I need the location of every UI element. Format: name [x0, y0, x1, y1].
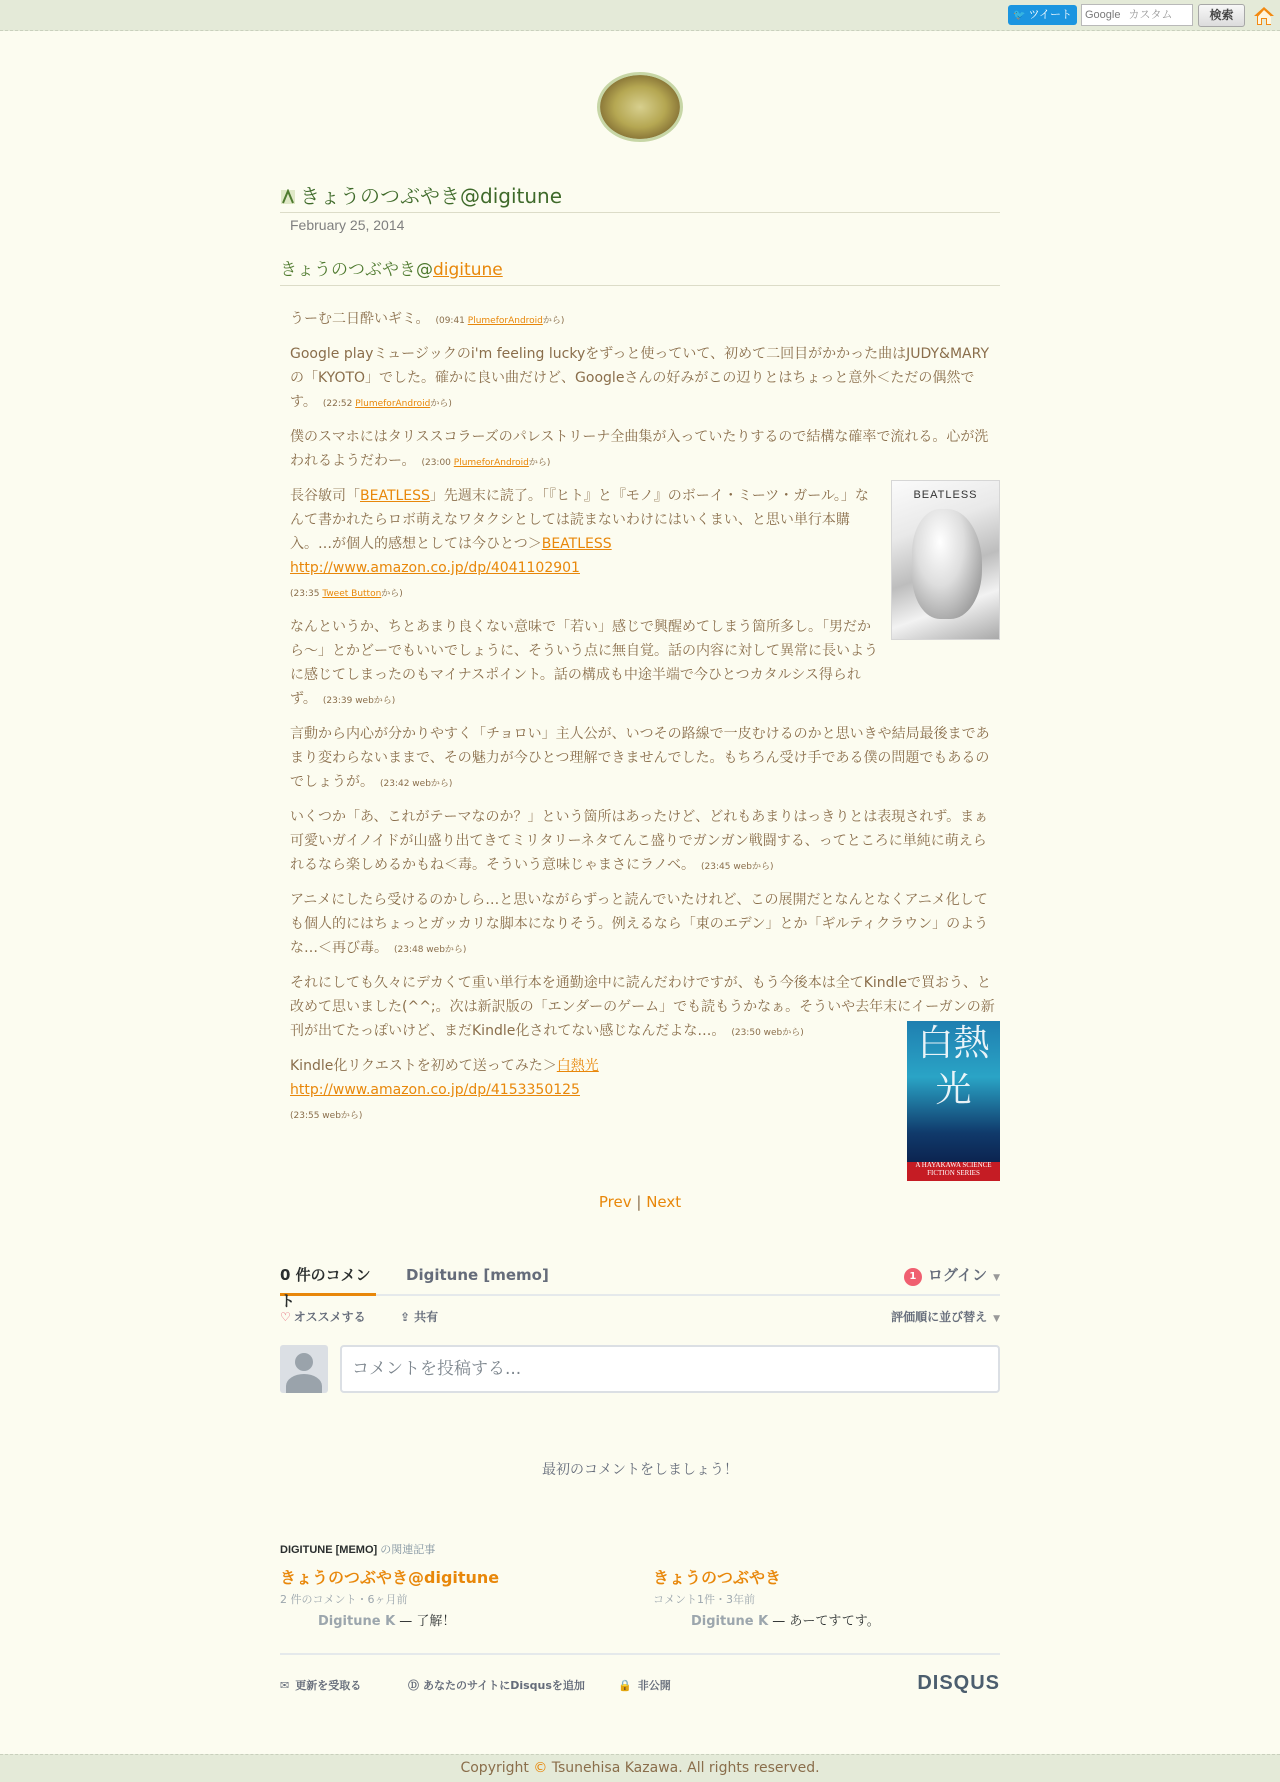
related-item[interactable]: きょうのつぶやき@digitune 2 件のコメント・6ヶ月前 Digitune K — 了解！	[280, 1568, 500, 1629]
pager: Prev | Next	[598, 1193, 682, 1211]
post-date: February 25, 2014	[290, 217, 405, 233]
related-item[interactable]: きょうのつぶやき コメント1件・3年前 Digitune K — あーてすてす。	[653, 1568, 880, 1629]
disqus-logo[interactable]: DISQUS	[917, 1672, 1000, 1694]
tweet-list	[290, 307, 1000, 1177]
hakunetsukou-book-cover[interactable]	[907, 1021, 1000, 1181]
tweet-item: Kindle化リクエストを初めて送ってみた＞白熱光 http://www.amazon.co.jp/dp/4153350125 (23:55 webから)	[290, 1058, 599, 1121]
related-heading: DIGITUNE [MEMO] の関連記事	[280, 1544, 436, 1556]
amazon-link[interactable]: http://www.amazon.co.jp/dp/4041102901	[290, 560, 580, 576]
beatless-link[interactable]: BEATLESS	[541, 536, 612, 552]
lock-icon: 🔒	[618, 1679, 632, 1692]
tab-comments[interactable]: 0 件のコメント	[280, 1262, 376, 1296]
sort-dropdown[interactable]: 評価順に並び替え ▼	[891, 1310, 1000, 1324]
disqus-footer	[280, 1653, 1000, 1701]
twitter-bird-icon: 🐦	[1013, 10, 1026, 21]
tab-site[interactable]: Digitune [memo]	[406, 1266, 549, 1284]
book-cover-title: 白熱光	[917, 1023, 990, 1110]
disqus-d-icon: Ⓓ	[408, 1679, 419, 1692]
tweet-button[interactable]: 🐦 ツイート	[1008, 5, 1077, 25]
beatless-link[interactable]: BEATLESS	[360, 488, 430, 504]
search-input[interactable]	[1081, 4, 1193, 26]
tweet-item: 僕のスマホにはタリススコラーズのパレストリーナ全曲集が入っていたりするので結構な確率で流れる。心が洗われるようだわー。 (23:00 PlumeforAndroidから)	[290, 429, 989, 469]
login-menu[interactable]: 1 ログイン ▼	[904, 1262, 1000, 1291]
digitune-link[interactable]: digitune	[433, 260, 503, 280]
disqus-actions	[280, 1308, 1000, 1328]
google-logo: Google	[1085, 9, 1121, 21]
beatless-book-cover[interactable]	[891, 480, 1000, 640]
home-icon[interactable]	[1253, 6, 1275, 26]
add-disqus-link[interactable]: Ⓓ あなたのサイトにDisqusを追加	[408, 1679, 585, 1692]
via-link[interactable]: Tweet Button	[322, 589, 382, 599]
subscribe-link[interactable]: ✉ 更新を受取る	[280, 1679, 362, 1692]
recommend-button[interactable]: ♡ オススメする	[280, 1310, 366, 1324]
hakunetsukou-link[interactable]: 白熱光	[556, 1058, 599, 1074]
first-comment-message: 最初のコメントをしましょう！	[542, 1462, 738, 1478]
post-subtitle: きょうのつぶやき@digitune	[280, 257, 1000, 286]
disqus-tabs	[280, 1262, 1000, 1310]
share-icon: ⇪	[400, 1310, 411, 1324]
tweet-item: アニメにしたら受けるのかしら…と思いながらずっと読んでいたけれど、この展開だとなんとなくアニメ化しても個人的にはちょっとガッカリな脚本になりそう。例えるなら「東のエデン」とか「ギルティクラウン」のような…＜再び毒。 (23:48 webから)	[290, 892, 989, 956]
copyright-footer: Copyright © Tsunehisa Kazawa. All rights reserved.	[0, 1754, 1280, 1782]
book-cover-art	[912, 509, 982, 619]
via-link[interactable]: PlumeforAndroid	[467, 316, 543, 326]
via-link[interactable]: PlumeforAndroid	[453, 458, 529, 468]
heart-icon: ♡	[280, 1310, 291, 1324]
tweet-item: なんというか、ちとあまり良くない意味で「若い」感じで興醒めてしまう箇所多し。「男だから〜」とかどーでもいいでしょうに、そういう点に無自覚。話の内容に対して異常に長いように感じてしまったのもマイナスポイント。話の構成も中途半端で今ひとつカタルシス得られず。 (23:39 webから)	[290, 619, 878, 707]
tweet-item: Google playミュージックのi'm feeling luckyをずっと使っていて、初めて二回目がかかった曲はJUDY&MARYの「KYOTO」でした。確かに良い曲だけど、Googleさんの好みがこの辺りとはちょっと意外＜ただの偶然です。 (22:52 PlumeforAndroidから)	[290, 346, 990, 410]
share-button[interactable]: ⇪ 共有	[400, 1310, 439, 1324]
via-link[interactable]: PlumeforAndroid	[355, 399, 431, 409]
chevron-down-icon: ▼	[993, 1273, 1000, 1283]
search-placeholder: カスタム	[1128, 8, 1173, 21]
notification-badge: 1	[904, 1268, 922, 1286]
site-logo[interactable]	[597, 72, 683, 142]
book-cover-publisher: A HAYAKAWA SCIENCE FICTION SERIES	[915, 1161, 992, 1177]
prev-link[interactable]: Prev	[598, 1193, 632, 1211]
search-button[interactable]: 検索	[1198, 4, 1245, 27]
post-title[interactable]: きょうのつぶやき@digitune	[280, 181, 1000, 213]
comment-input[interactable]: コメントを投稿する...	[340, 1345, 1000, 1393]
chevron-down-icon: ▼	[993, 1314, 1000, 1324]
tweet-item: それにしても久々にデカくて重い単行本を通勤途中に読んだわけですが、もう今後本は全てKindleで買おう、と改めて思いました(^^;。次は新訳版の「エンダーのゲーム」でも読もうかなぁ。そういや去年末にイーガンの新刊が出てたっぽいけど、まだKindle化されてない感じなんだよな…。 (23:50 webから)	[290, 975, 995, 1039]
privacy-link[interactable]: 🔒 非公開	[618, 1679, 671, 1692]
tweet-item: いくつか「あ、これがテーマなのか？」という箇所はあったけど、どれもあまりはっきりとは表現されず。まぁ可愛いガイノイドが山盛り出てきてミリタリーネタてんこ盛りでガンガン戦闘する、ってところに単純に萌えられるなら楽しめるかもね＜毒。そういう意味じゃまさにラノベ。 (23:45 webから)	[290, 809, 989, 873]
book-cover-title: BEATLESS	[913, 489, 978, 501]
top-bar	[0, 0, 1280, 31]
envelope-icon: ✉	[280, 1679, 290, 1692]
post-title-icon	[280, 189, 296, 205]
avatar	[280, 1345, 328, 1393]
tweet-item: 長谷敏司「BEATLESS」先週末に読了。「『ヒト』と『モノ』のボーイ・ミーツ・ガール。」なんて書かれたらロボ萌えなワタクシとしては読まないわけにはいくまい、と思い単行本購入。…が個人的感想としては今ひとつ＞BEATLESS http://www.amazon.co.jp/dp/4041102901 (23:35 Tweet Buttonから)	[290, 488, 869, 599]
amazon-link[interactable]: http://www.amazon.co.jp/dp/4153350125	[290, 1082, 580, 1098]
next-link[interactable]: Next	[646, 1193, 682, 1211]
tweet-item: うーむ二日酔いギミ。 (09:41 PlumeforAndroidから)	[290, 311, 565, 327]
tweet-item: 言動から内心が分かりやすく「チョロい」主人公が、いつその路線で一皮むけるのかと思いきや結局最後まであまり変わらないままで、その魅力が今ひとつ理解できませんでした。もちろん受け手である僕の問題でもあるのでしょうが。 (23:42 webから)	[290, 726, 990, 790]
